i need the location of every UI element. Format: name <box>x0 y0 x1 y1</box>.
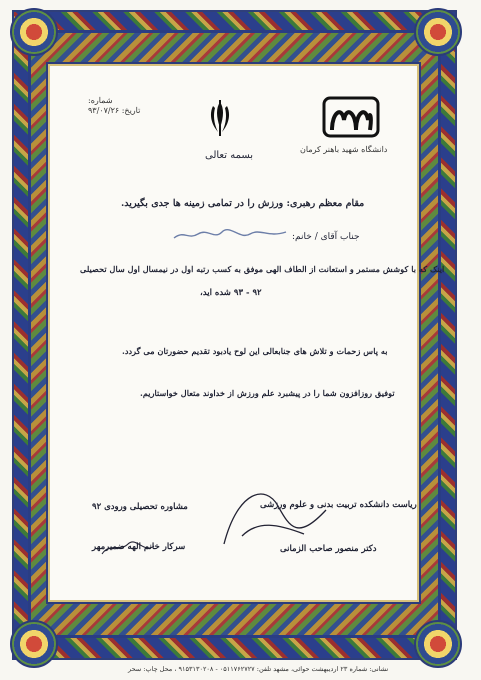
dean-title: ریاست دانشکده تربیت بدنی و علوم ورزشی <box>260 500 417 510</box>
number-label: شماره: <box>88 96 113 105</box>
footer-address: نشانی: شماره ۲۳ اردیبهشت حوائی، مشهد تلفن: ۰۵۱۱۷۶۲۷۲۷ - ۹۱۵۳۱۳۰۲۰۸ ، محل چاپ: سحر <box>128 665 389 673</box>
achievement-line-2: ۹۲ - ۹۳ شده اید، <box>200 288 262 298</box>
basmala: بسمه تعالی <box>205 150 254 161</box>
dean-name: دکتر منصور صاحب الزمانی <box>280 544 377 554</box>
achievement-line-1: اینک که با کوشش مستمر و استعانت از الطاف الهی موفق به کسب رتبه اول در نیمسال اول سال تحصیلی <box>80 264 445 274</box>
university-name: دانشگاه شهید باهنر کرمان <box>300 145 388 154</box>
wish-line: توفیق روزافزون شما را در پیشبرد علم ورزش از خداوند متعال خواستاریم. <box>140 388 395 398</box>
gratitude-line: به پاس زحمات و تلاش های جنابعالی این لوح یادبود تقدیم حضورتان می گردد. <box>122 346 388 356</box>
recipient-prefix: جناب آقای / خانم: <box>292 232 360 242</box>
iran-emblem-icon <box>206 98 234 138</box>
date-label: تاریخ: ۹۳/۰۷/۲۶ <box>88 106 141 115</box>
advisor-name: سرکار خانم الهه ضمیرمهر <box>92 542 186 552</box>
advisor-title: مشاوره تحصیلی ورودی ۹۲ <box>92 502 188 512</box>
leader-quote: مقام معظم رهبری: ورزش را در تمامی زمینه ها جدی بگیرید. <box>121 198 365 209</box>
university-logo-icon <box>322 96 380 140</box>
